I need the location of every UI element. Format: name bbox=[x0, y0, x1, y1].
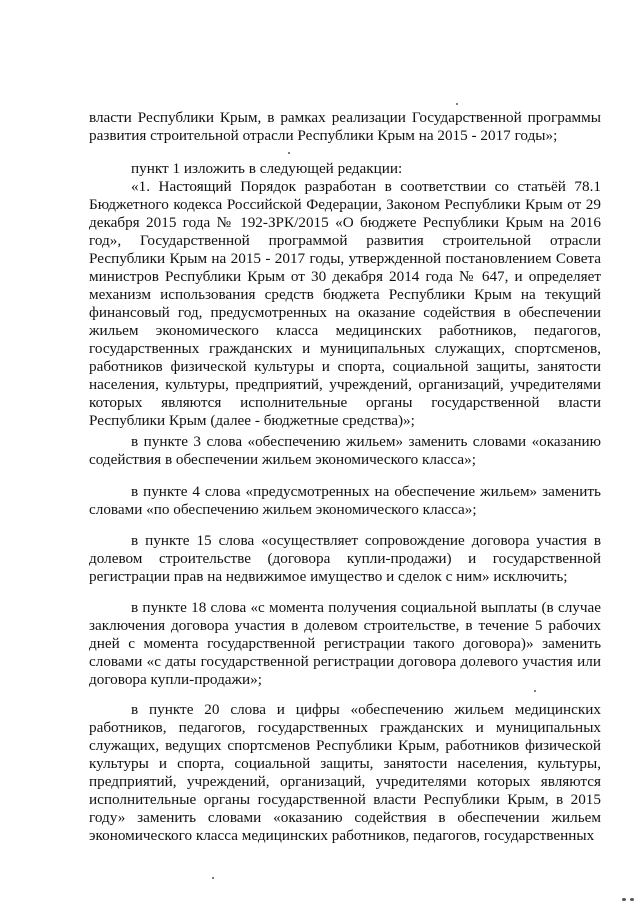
scan-speck bbox=[630, 898, 634, 901]
scan-speck bbox=[456, 103, 458, 105]
scan-speck bbox=[534, 690, 536, 692]
paragraph-item-1-intro: пункт 1 изложить в следующей редакции: bbox=[131, 160, 403, 177]
paragraph-continuation: власти Республики Крым, в рамках реализации Государственной программы развития строительной отрасли Республики Крым на 2015 - 2017 годы»; bbox=[89, 109, 601, 144]
paragraph-item-3: в пункте 3 слова «обеспечению жильем» заменить словами «оказанию содействия в обеспечении жильем экономического класса»; bbox=[89, 433, 601, 468]
paragraph-item-4: в пункте 4 слова «предусмотренных на обеспечение жильем» заменить словами «по обеспечению жильем экономического класса»; bbox=[89, 483, 601, 518]
scan-speck bbox=[288, 152, 290, 154]
scan-speck bbox=[622, 898, 626, 901]
scan-speck bbox=[212, 877, 214, 879]
paragraph-item-1-text: «1. Настоящий Порядок разработан в соответствии со статьёй 78.1 Бюджетного кодекса Российской Федерации, Законом Республики Крым от 29 декабря 2015 года № 192-ЗРК/2015 «О бюджете Республики Крым на 2016 год», Государственной программой развития строительной отрасли Республики Крым на 2015 - 2017 годы, утвержденной постановлением Совета министров Республики Крым от 30 декабря 2014 года № 647, и определяет механизм использования средств бюджета Республики Крым на текущий финансовый год, предусмотренных на оказание содействия в обеспечении жильем экономического класса медицинских работников, педагогов, государственных гражданских и муниципальных служащих, спортсменов, работников физической культуры и спорта, социальной защиты, занятости населения, культуры, предприятий, учреждений, организаций, учредителями которых являются исполнительные органы государственной власти Республики Крым (далее - бюджетные средства)»; bbox=[89, 178, 601, 429]
paragraph-item-18: в пункте 18 слова «с момента получения социальной выплаты (в случае заключения договора участия в долевом строительстве, в течение 5 рабочих дней с момента государственной регистрации такого договора)» заменить словами «с даты государственной регистрации договора долевого участия или договора купли-продажи»; bbox=[89, 599, 601, 688]
paragraph-item-20: в пункте 20 слова и цифры «обеспечению жильем медицинских работников, педагогов, государственных гражданских и муниципальных служащих, ведущих спортсменов Республики Крым, работников физической культуры и спорта, социальной защиты, занятости населения, культуры, предприятий, учреждений, организаций, учредителями которых являются исполнительные органы государственной власти Республики Крым, в 2015 году» заменить словами «оказанию содействия в обеспечении жильем экономического класса медицинских работников, педагогов, государственных bbox=[89, 701, 601, 844]
paragraph-item-15: в пункте 15 слова «осуществляет сопровождение договора участия в долевом строительстве (договора купли-продажи) и государственной регистрации прав на недвижимое имущество и сделок с ним» исключить; bbox=[89, 532, 601, 585]
